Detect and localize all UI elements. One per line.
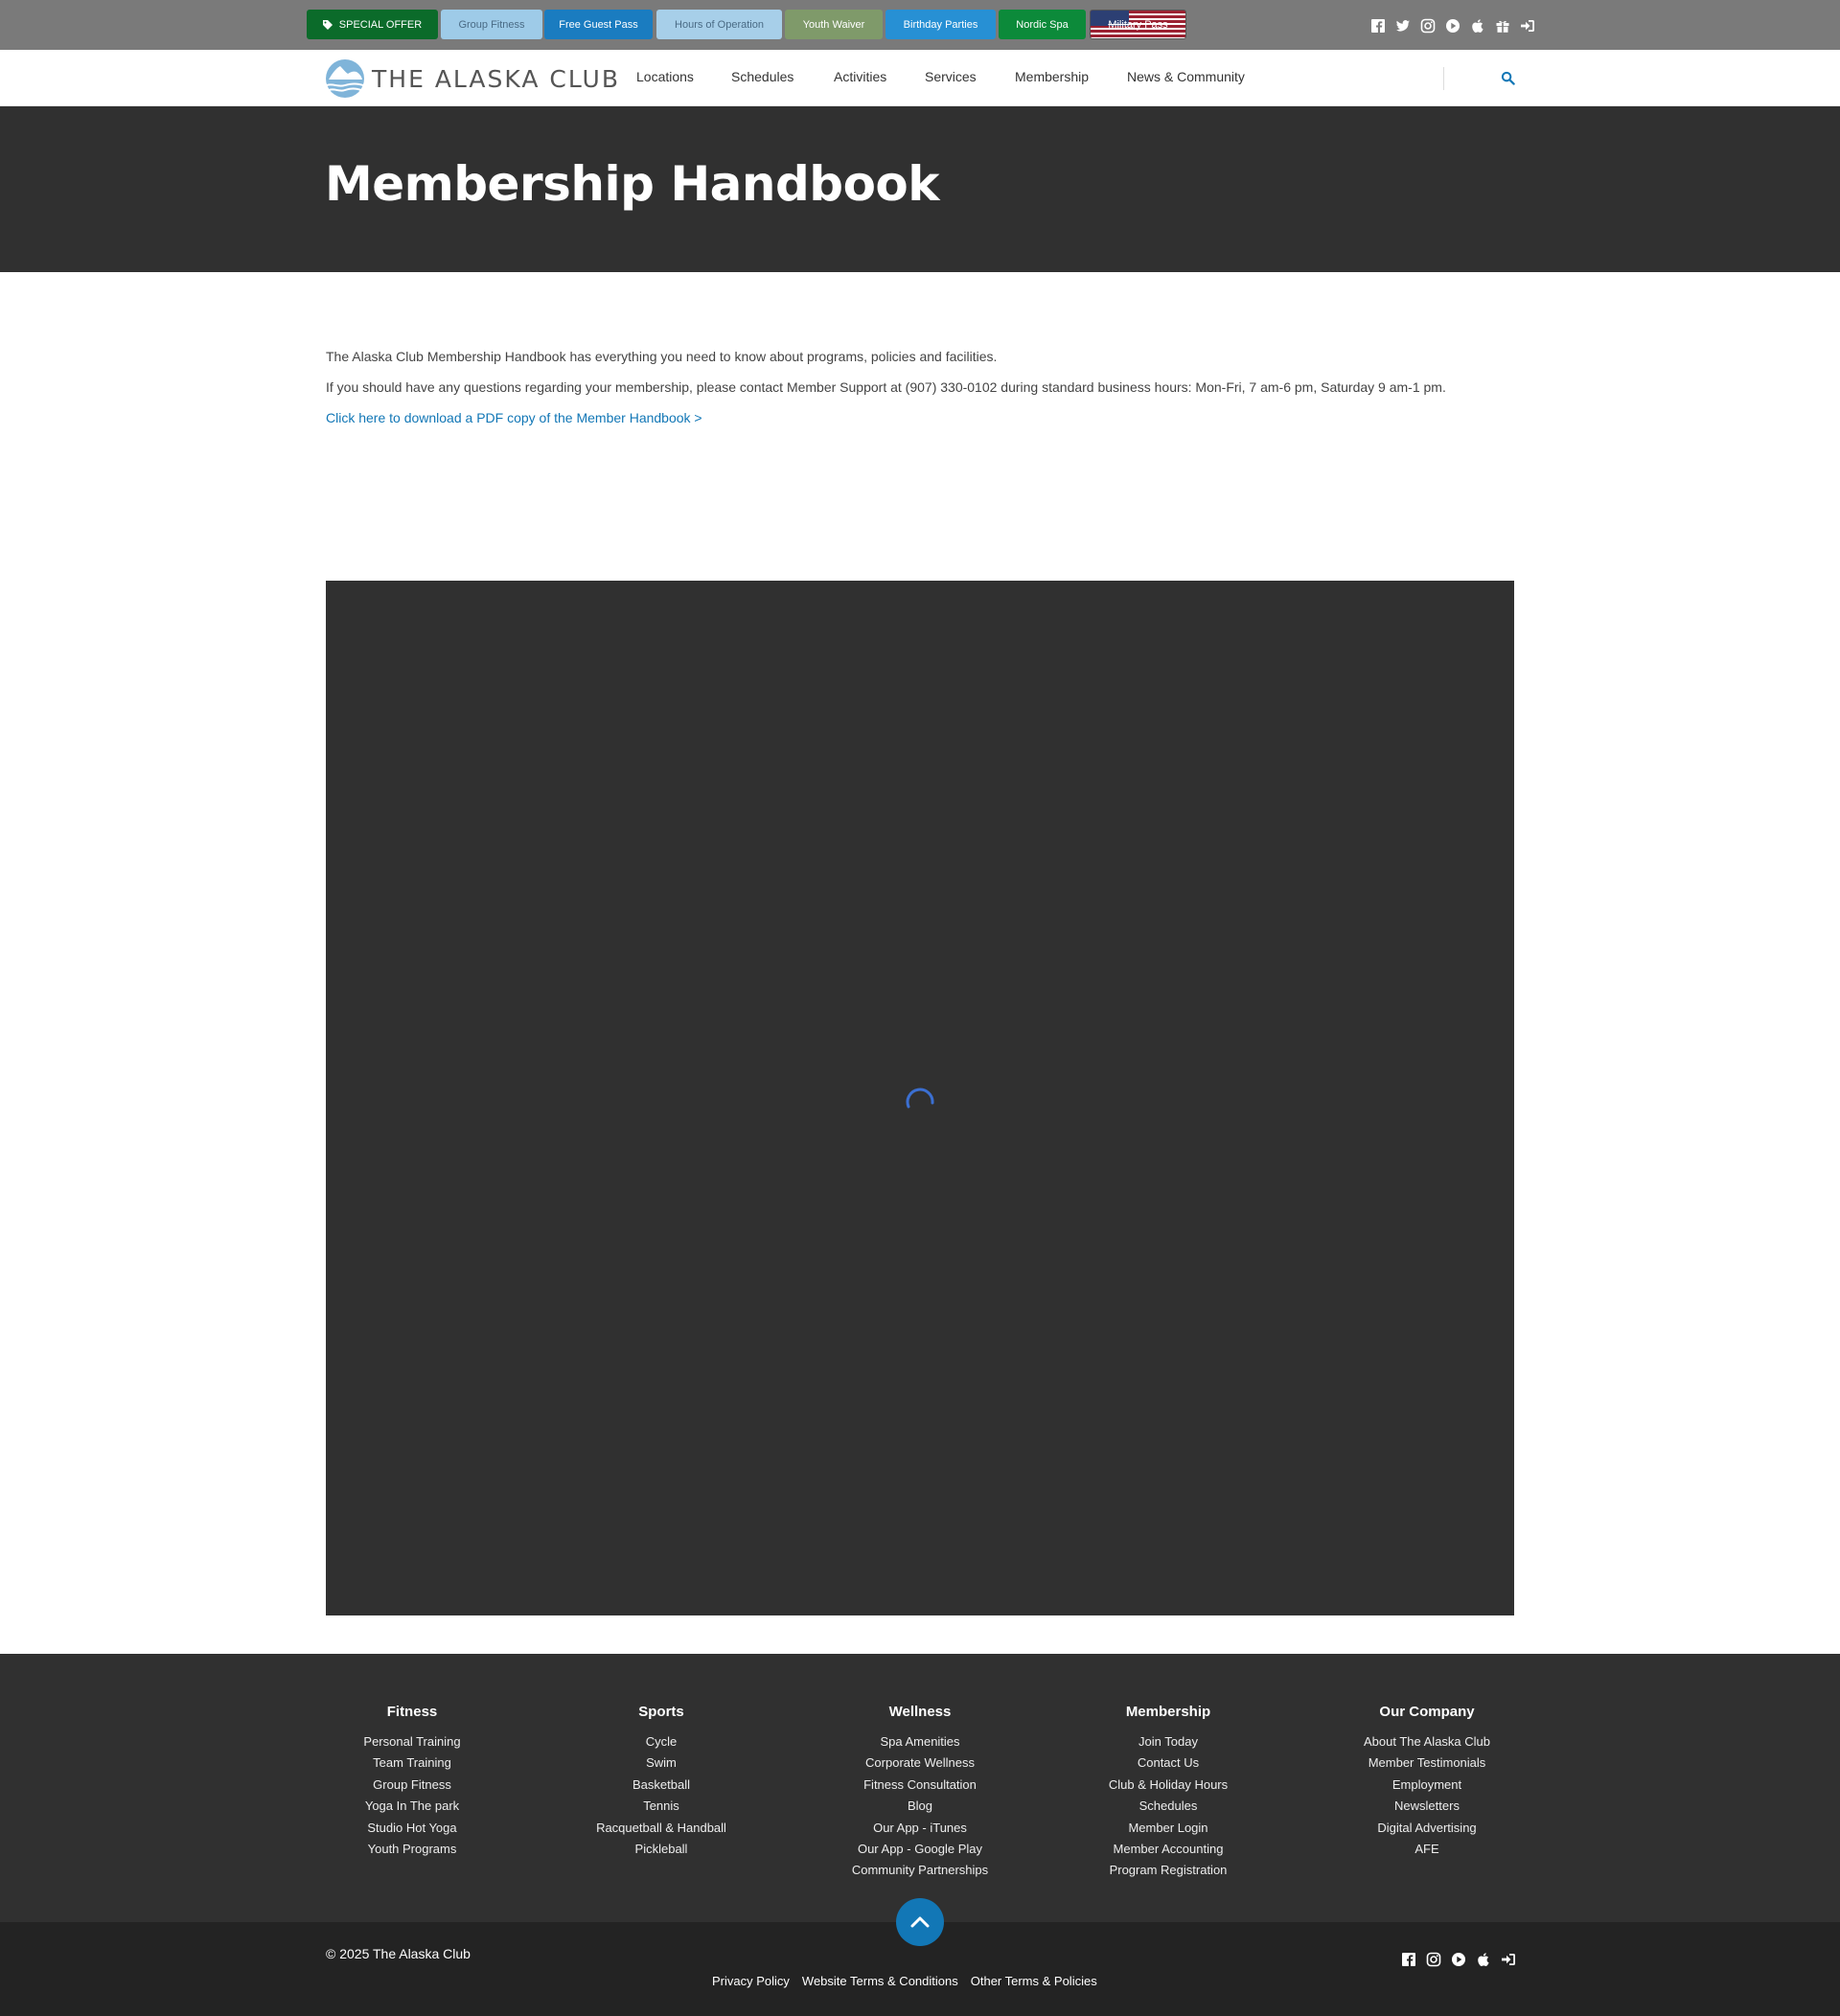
promo-free-guest-pass[interactable] xyxy=(544,10,653,39)
footer-link[interactable]: Yoga In The park xyxy=(364,1798,460,1814)
footer-link[interactable]: Newsletters xyxy=(1394,1798,1460,1814)
footer-link[interactable]: Spa Amenities xyxy=(880,1734,960,1749)
intro-section xyxy=(326,348,1572,440)
nav-divider xyxy=(1443,67,1444,90)
social-links-top xyxy=(1370,18,1535,34)
footer-column-title: Sports xyxy=(638,1704,684,1720)
promo-label: Military Pass xyxy=(1108,18,1168,31)
privacy-policy-link[interactable]: Privacy Policy xyxy=(712,1974,790,1988)
footer-link[interactable]: Program Registration xyxy=(1109,1863,1228,1878)
logo-text: THE ALASKA CLUB xyxy=(372,64,620,93)
footer-link[interactable]: Corporate Wellness xyxy=(865,1755,975,1771)
twitter-icon[interactable] xyxy=(1395,18,1411,34)
promo-label: SPECIAL OFFER xyxy=(338,18,423,31)
footer-link[interactable]: AFE xyxy=(1414,1842,1439,1857)
facebook-icon[interactable] xyxy=(1370,18,1386,34)
footer-link[interactable]: Club & Holiday Hours xyxy=(1108,1776,1229,1792)
footer-link[interactable]: Group Fitness xyxy=(373,1776,451,1792)
promo-special-offer[interactable] xyxy=(307,10,438,39)
footer-column-fitness xyxy=(297,1704,527,1860)
footer-column-our-company xyxy=(1312,1704,1542,1860)
footer-link[interactable]: Tennis xyxy=(643,1798,679,1814)
instagram-icon[interactable] xyxy=(1426,1952,1441,1967)
page-hero xyxy=(0,106,1840,272)
footer-column-sports xyxy=(546,1704,776,1860)
footer-link[interactable]: Basketball xyxy=(632,1776,690,1792)
promo-label: Free Guest Pass xyxy=(559,18,638,31)
footer-link[interactable]: Team Training xyxy=(373,1755,451,1771)
nav-schedules[interactable]: Schedules xyxy=(731,69,794,84)
footer-link[interactable]: Youth Programs xyxy=(367,1842,457,1857)
footer-column-title: Our Company xyxy=(1379,1704,1475,1720)
footer-link[interactable]: Our App - Google Play xyxy=(857,1842,983,1857)
chevron-up-icon xyxy=(910,1915,930,1929)
nav-services[interactable]: Services xyxy=(925,69,977,84)
site-footer xyxy=(0,1654,1840,1922)
gift-icon[interactable] xyxy=(1495,18,1510,34)
intro-contact-text: If you should have any questions regarding your membership, please contact Member Support at (907) 330-0102 during standard business hours: Mon-Fri, 7 am-6 pm, Saturday 9 am-1 pm. xyxy=(326,379,1446,395)
intro-text: The Alaska Club Membership Handbook has everything you need to know about programs, policies and facilities. xyxy=(326,349,998,364)
promo-label: Youth Waiver xyxy=(802,18,865,31)
promo-label: Nordic Spa xyxy=(1016,18,1069,31)
promo-label: Birthday Parties xyxy=(903,18,978,31)
footer-link[interactable]: Our App - iTunes xyxy=(873,1820,967,1835)
page-title: Membership Handbook xyxy=(325,156,940,212)
apple-icon[interactable] xyxy=(1470,18,1485,34)
promo-group-fitness[interactable] xyxy=(441,10,542,39)
instagram-icon[interactable] xyxy=(1420,18,1436,34)
social-links-bottom xyxy=(1401,1952,1516,1967)
footer-link[interactable]: Contact Us xyxy=(1137,1755,1200,1771)
footer-link[interactable]: Digital Advertising xyxy=(1377,1820,1477,1835)
footer-link[interactable]: Pickleball xyxy=(634,1842,688,1857)
play-icon[interactable] xyxy=(1445,18,1460,34)
promo-bar xyxy=(0,0,1840,50)
site-logo[interactable] xyxy=(325,58,620,99)
nav-activities[interactable]: Activities xyxy=(834,69,887,84)
footer-link[interactable]: About The Alaska Club xyxy=(1363,1734,1490,1749)
footer-column-title: Fitness xyxy=(386,1704,438,1720)
nav-locations[interactable]: Locations xyxy=(636,69,694,84)
apple-icon[interactable] xyxy=(1476,1952,1491,1967)
site-header xyxy=(0,50,1840,106)
promo-hours-of-operation[interactable] xyxy=(656,10,782,39)
loading-spinner-icon xyxy=(904,1084,936,1116)
footer-link[interactable]: Cycle xyxy=(645,1734,678,1749)
promo-youth-waiver[interactable] xyxy=(785,10,883,39)
footer-link[interactable]: Join Today xyxy=(1138,1734,1198,1749)
website-terms-link[interactable]: Website Terms & Conditions xyxy=(801,1974,958,1988)
footer-link[interactable]: Member Accounting xyxy=(1113,1842,1224,1857)
search-icon[interactable] xyxy=(1501,71,1515,85)
play-icon[interactable] xyxy=(1451,1952,1466,1967)
footer-link[interactable]: Blog xyxy=(907,1798,933,1814)
sign-in-icon[interactable] xyxy=(1520,18,1535,34)
legal-links xyxy=(712,1974,1097,1988)
tag-icon xyxy=(323,20,333,30)
facebook-icon[interactable] xyxy=(1401,1952,1416,1967)
promo-military-pass[interactable] xyxy=(1090,10,1186,39)
footer-column-title: Wellness xyxy=(888,1704,952,1720)
promo-label: Group Fitness xyxy=(458,18,525,31)
footer-column-membership xyxy=(1053,1704,1283,1882)
footer-column-title: Membership xyxy=(1125,1704,1211,1720)
footer-link[interactable]: Personal Training xyxy=(363,1734,461,1749)
footer-link[interactable]: Employment xyxy=(1392,1776,1462,1792)
footer-link[interactable]: Racquetball & Handball xyxy=(596,1820,726,1835)
handbook-viewer[interactable] xyxy=(326,581,1514,1615)
footer-column-wellness xyxy=(805,1704,1035,1882)
download-handbook-link[interactable]: Click here to download a PDF copy of the Member Handbook > xyxy=(326,410,702,425)
footer-link[interactable]: Member Login xyxy=(1128,1820,1208,1835)
other-terms-link[interactable]: Other Terms & Policies xyxy=(970,1974,1097,1988)
logo-mark-icon xyxy=(325,58,365,99)
promo-nordic-spa[interactable] xyxy=(999,10,1086,39)
footer-link[interactable]: Fitness Consultation xyxy=(863,1776,977,1792)
nav-membership[interactable]: Membership xyxy=(1015,69,1090,84)
promo-label: Hours of Operation xyxy=(675,18,764,31)
copyright: © 2025 The Alaska Club xyxy=(326,1946,471,1961)
promo-birthday-parties[interactable] xyxy=(886,10,996,39)
footer-link[interactable]: Studio Hot Yoga xyxy=(367,1820,457,1835)
sign-in-icon[interactable] xyxy=(1501,1952,1516,1967)
back-to-top-button[interactable] xyxy=(896,1898,944,1946)
nav-news-community[interactable]: News & Community xyxy=(1127,69,1245,84)
footer-link[interactable]: Swim xyxy=(646,1755,677,1771)
footer-link[interactable]: Community Partnerships xyxy=(851,1863,989,1878)
footer-link[interactable]: Member Testimonials xyxy=(1368,1755,1486,1771)
footer-link[interactable]: Schedules xyxy=(1138,1798,1198,1814)
